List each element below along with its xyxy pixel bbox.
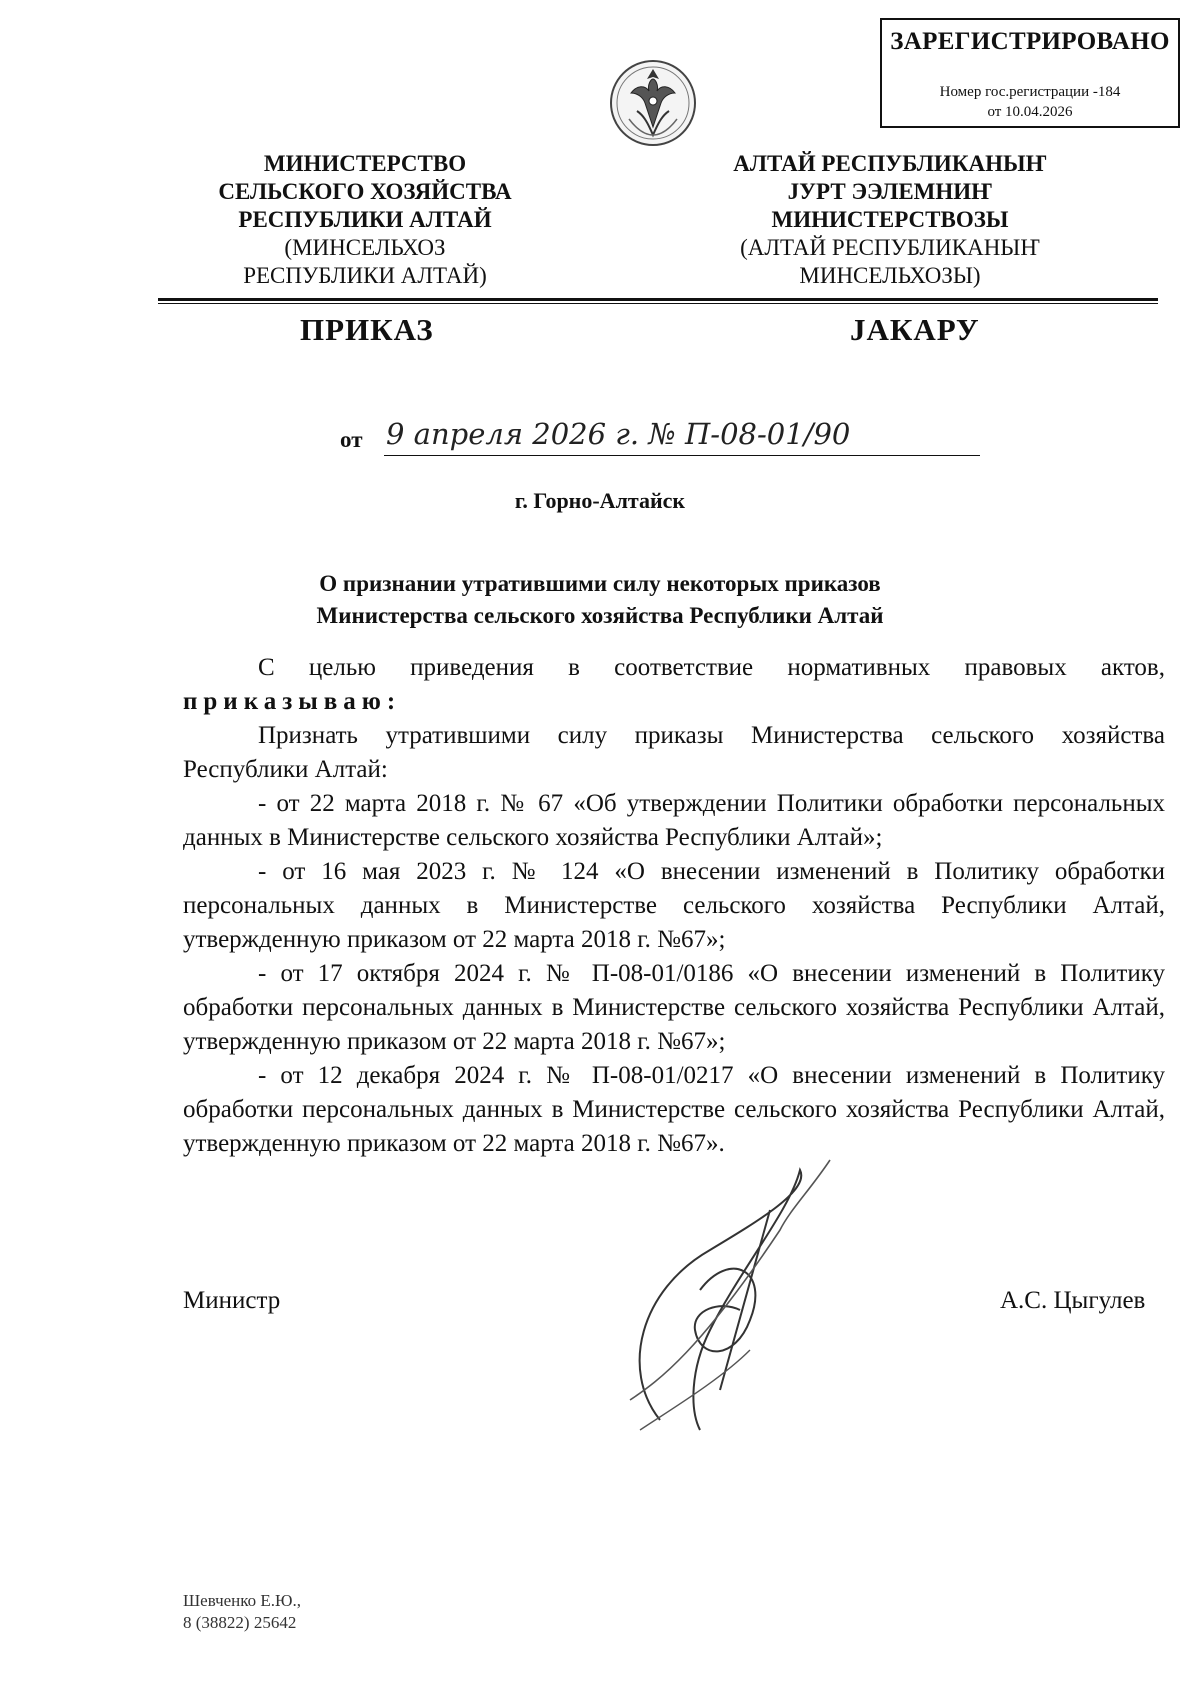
order-word-paragraph <box>183 685 1165 719</box>
handwritten-signature-icon <box>600 1150 880 1450</box>
document-title-altai: ЈАКАРУ <box>850 312 980 347</box>
header-line: (МИНСЕЛЬХОЗ <box>284 235 446 260</box>
registration-stamp <box>880 18 1180 128</box>
date-prefix: от <box>340 427 363 452</box>
header-line: МИНИСТЕРСТВО <box>263 151 467 176</box>
subject-line: О признании утратившими силу некоторых приказов <box>319 571 881 596</box>
stamp-reg-number: Номер гос.регистрации -184 <box>939 84 1121 100</box>
date-underline <box>384 455 980 456</box>
header-line: МИНИСТЕРСТВОЗЫ <box>771 207 1009 232</box>
header-divider <box>158 298 1158 301</box>
order-body <box>183 651 1165 1161</box>
executor-contact <box>183 1590 301 1634</box>
order-word: приказываю: <box>183 688 402 715</box>
date-number-line <box>340 417 980 465</box>
signatory-position: Министр <box>183 1287 281 1314</box>
stamp-reg-date: от 10.04.2026 <box>987 104 1073 120</box>
header-line: СЕЛЬСКОГО ХОЗЯЙСТВА <box>218 179 512 204</box>
header-line: МИНСЕЛЬХОЗЫ) <box>799 263 981 288</box>
list-item: - от 17 октября 2024 г. № П-08-01/0186 «О внесении изменений в Политику обработки персональных данных в Министерстве сельского хозяйства Республики Алтай, утвержденную приказом от 22 марта 2018 г. №67»; <box>183 960 1165 1055</box>
city: г. Горно-Алтайск <box>514 488 686 513</box>
header-line: ЈУРТ ЭЭЛЕМНИҤ <box>787 179 993 204</box>
header-line: РЕСПУБЛИКИ АЛТАЙ <box>238 207 492 232</box>
header-line: (АЛТАЙ РЕСПУБЛИКАНЫҤ <box>740 235 1040 260</box>
ministry-header-altai <box>720 150 1060 290</box>
header-divider-thin <box>158 303 1158 304</box>
signatory-name: А.С. Цыгулев <box>1000 1287 1146 1314</box>
altai-republic-coat-of-arms-icon <box>607 55 699 155</box>
handwritten-date-number: 9 апреля 2026 г. № П-08-01/90 <box>386 417 851 451</box>
document-title-russian: ПРИКАЗ <box>300 312 434 347</box>
stamp-title: ЗАРЕГИСТРИРОВАНО <box>890 28 1170 55</box>
header-line: РЕСПУБЛИКИ АЛТАЙ) <box>243 263 487 288</box>
subject-line: Министерства сельского хозяйства Республики Алтай <box>316 603 884 628</box>
ministry-header-russian <box>180 150 550 290</box>
order-subject <box>0 568 1200 632</box>
list-item: - от 22 марта 2018 г. № 67 «Об утверждении Политики обработки персональных данных в Министерстве сельского хозяйства Республики Алтай»; <box>183 790 1165 851</box>
list-item: - от 12 декабря 2024 г. № П-08-01/0217 «О внесении изменений в Политику обработки персональных данных в Министерстве сельского хозяйства Республики Алтай, утвержденную приказом от 22 марта 2018 г. №67». <box>183 1062 1165 1157</box>
recognize-paragraph: Признать утратившими силу приказы Министерства сельского хозяйства Республики Алтай: <box>183 722 1165 783</box>
intro-paragraph: С целью приведения в соответствие нормативных правовых актов, <box>258 654 1165 681</box>
executor-phone: 8 (38822) 25642 <box>183 1613 297 1632</box>
executor-name: Шевченко Е.Ю., <box>183 1591 302 1610</box>
header-line: АЛТАЙ РЕСПУБЛИКАНЫҤ <box>733 151 1047 176</box>
list-item: - от 16 мая 2023 г. № 124 «О внесении изменений в Политику обработки персональных данных в Министерстве сельского хозяйства Республики Алтай, утвержденную приказом от 22 марта 2018 г. №67»; <box>183 858 1165 953</box>
